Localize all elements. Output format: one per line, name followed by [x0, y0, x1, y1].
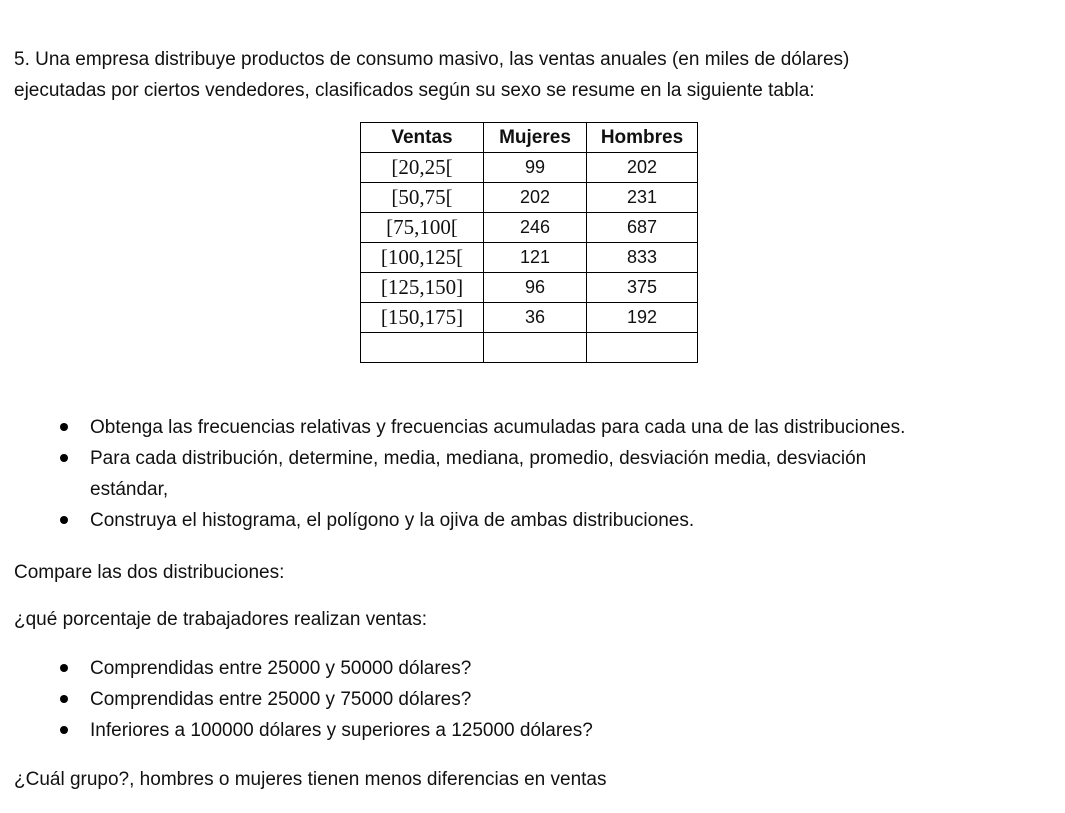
task-text: Construya el histograma, el polígono y la ojiva de ambas distribuciones. [90, 510, 695, 531]
list-item [0, 443, 990, 505]
compare-title: Compare las dos distribuciones: [14, 562, 285, 583]
table-row [361, 303, 698, 333]
header-mujeres: Mujeres [484, 123, 587, 153]
task-text: Para cada distribución, determine, media, mediana, promedio, desviación media, desviación [90, 448, 867, 469]
cell-hombres [587, 333, 698, 363]
table-row [361, 243, 698, 273]
header-ventas: Ventas [361, 123, 484, 153]
list-item [0, 412, 990, 443]
bullet-icon [60, 516, 68, 524]
problem-line-2: ejecutadas por ciertos vendedores, clasificados según su sexo se resume en la siguiente tabla: [14, 80, 815, 101]
list-item [0, 505, 990, 536]
header-hombres: Hombres [587, 123, 698, 153]
cell-range: [50,75[ [361, 183, 484, 213]
cell-hombres: 375 [587, 273, 698, 303]
problem-line-1: 5. Una empresa distribuye productos de consumo masivo, las ventas anuales (en miles de dólares) [14, 49, 850, 70]
cell-hombres: 202 [587, 153, 698, 183]
cell-hombres: 687 [587, 213, 698, 243]
sub-question-text: Comprendidas entre 25000 y 75000 dólares? [90, 689, 472, 710]
bullet-icon [60, 664, 68, 672]
problem-statement [14, 44, 849, 106]
task-text: Obtenga las frecuencias relativas y frecuencias acumuladas para cada una de las distribuciones. [90, 417, 906, 438]
table-row [361, 153, 698, 183]
cell-range: [125,150] [361, 273, 484, 303]
sub-question-text: Inferiores a 100000 dólares y superiores a 125000 dólares? [90, 720, 593, 741]
cell-range [361, 333, 484, 363]
table-header-row [361, 123, 698, 153]
sales-table [360, 122, 698, 363]
cell-hombres: 833 [587, 243, 698, 273]
bullet-icon [60, 423, 68, 431]
table-row [361, 273, 698, 303]
sub-question-list [0, 653, 990, 746]
table-row-empty [361, 333, 698, 363]
task-list [0, 412, 990, 536]
cell-range: [20,25[ [361, 153, 484, 183]
cell-hombres: 231 [587, 183, 698, 213]
sales-table-container [360, 122, 698, 363]
cell-mujeres: 99 [484, 153, 587, 183]
list-item [0, 684, 990, 715]
table-row [361, 213, 698, 243]
cell-mujeres [484, 333, 587, 363]
final-question: ¿Cuál grupo?, hombres o mujeres tienen menos diferencias en ventas [14, 769, 607, 790]
cell-mujeres: 36 [484, 303, 587, 333]
cell-mujeres: 202 [484, 183, 587, 213]
cell-range: [100,125[ [361, 243, 484, 273]
cell-range: [75,100[ [361, 213, 484, 243]
list-item [0, 653, 990, 684]
cell-mujeres: 96 [484, 273, 587, 303]
task-text-continued: estándar, [90, 479, 169, 500]
sub-question-text: Comprendidas entre 25000 y 50000 dólares? [90, 658, 472, 679]
list-item [0, 715, 990, 746]
cell-mujeres: 121 [484, 243, 587, 273]
bullet-icon [60, 726, 68, 734]
cell-hombres: 192 [587, 303, 698, 333]
cell-range: [150,175] [361, 303, 484, 333]
percentage-question: ¿qué porcentaje de trabajadores realizan ventas: [14, 609, 427, 630]
bullet-icon [60, 695, 68, 703]
bullet-icon [60, 454, 68, 462]
table-row [361, 183, 698, 213]
cell-mujeres: 246 [484, 213, 587, 243]
